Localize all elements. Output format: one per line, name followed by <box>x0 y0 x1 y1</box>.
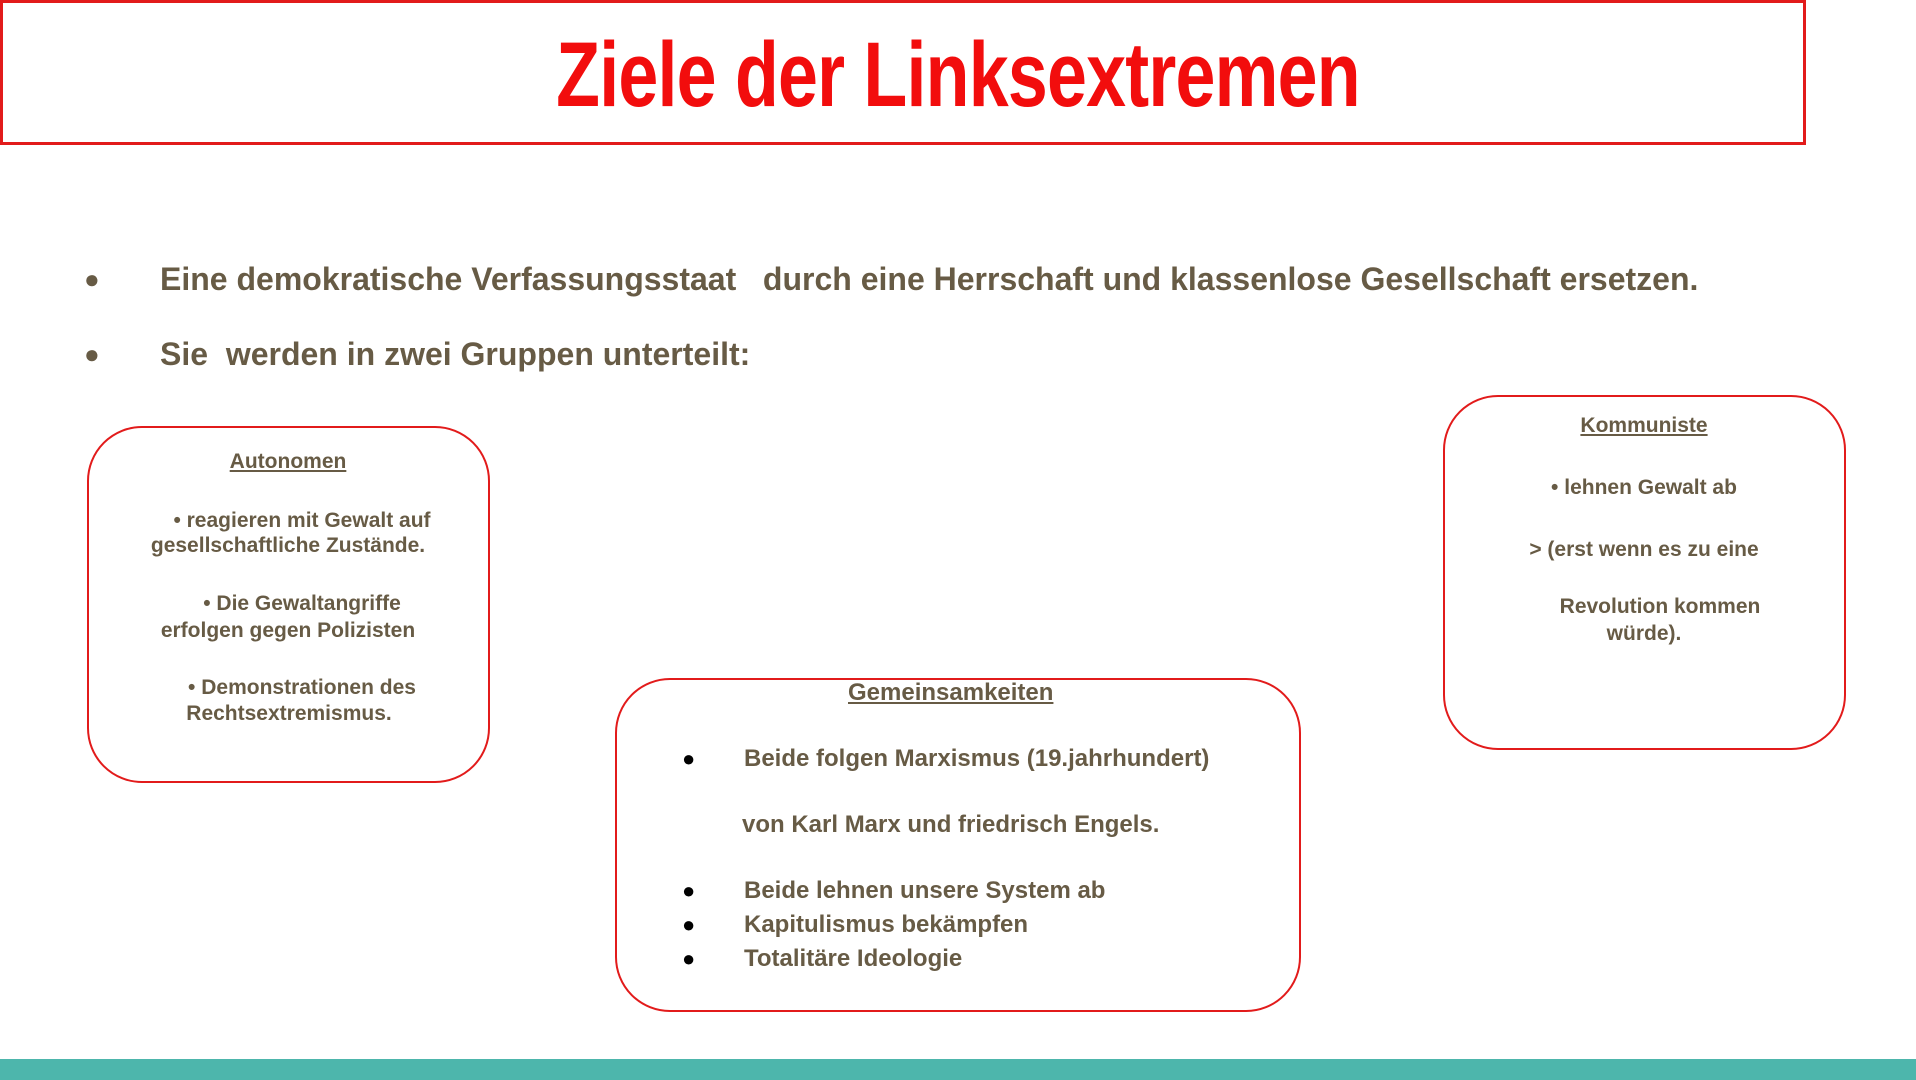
autonomen-line: • Die Gewaltangriffe <box>203 592 401 615</box>
footer-bar <box>0 1059 1916 1080</box>
gemeinsamkeiten-item: von Karl Marx und friedrisch Engels. <box>742 811 1160 838</box>
bullet-icon: ● <box>682 746 696 771</box>
gemeinsamkeiten-item: Beide folgen Marxismus (19.jahrhundert) <box>744 745 1210 772</box>
kommuniste-line: würde). <box>1606 622 1682 645</box>
bullet-item <box>84 334 751 454</box>
bullet-icon: ● <box>84 339 100 369</box>
autonomen-line: Rechtsextremismus. <box>186 702 392 725</box>
bullet-text: Eine demokratische Verfassungsstaat durch eine Herrschaft und klassenlose Gesellschaft ersetzen. <box>160 261 1699 297</box>
autonomen-heading: Autonomen <box>229 450 347 473</box>
gemeinsamkeiten-item: Totalitäre Ideologie <box>744 945 963 972</box>
page-title: Ziele der Linksextremen <box>556 24 1360 126</box>
kommuniste-line: • lehnen Gewalt ab <box>1551 476 1737 499</box>
bullet-text: Sie werden in zwei Gruppen unterteilt: <box>160 336 751 372</box>
gemeinsamkeiten-item: Beide lehnen unsere System ab <box>744 877 1106 904</box>
bullet-icon: ● <box>84 264 100 294</box>
kommuniste-line: > (erst wenn es zu eine <box>1529 538 1759 561</box>
title-box <box>0 0 1806 145</box>
kommuniste-card <box>1443 395 1846 750</box>
bullet-icon: ● <box>682 912 696 937</box>
gemeinsamkeiten-heading: Gemeinsamkeiten <box>848 679 1054 706</box>
bullet-icon: ● <box>682 878 696 903</box>
autonomen-line: erfolgen gegen Polizisten <box>160 619 416 642</box>
autonomen-line: • Demonstrationen des <box>188 676 416 699</box>
bullet-icon: ● <box>682 946 696 971</box>
kommuniste-heading: Kommuniste <box>1580 414 1708 437</box>
kommuniste-line: Revolution kommen <box>1559 595 1761 618</box>
autonomen-line: • reagieren mit Gewalt auf <box>173 509 431 532</box>
gemeinsamkeiten-item: Kapitulismus bekämpfen <box>744 911 1029 938</box>
autonomen-line: gesellschaftliche Zustände. <box>150 534 426 557</box>
